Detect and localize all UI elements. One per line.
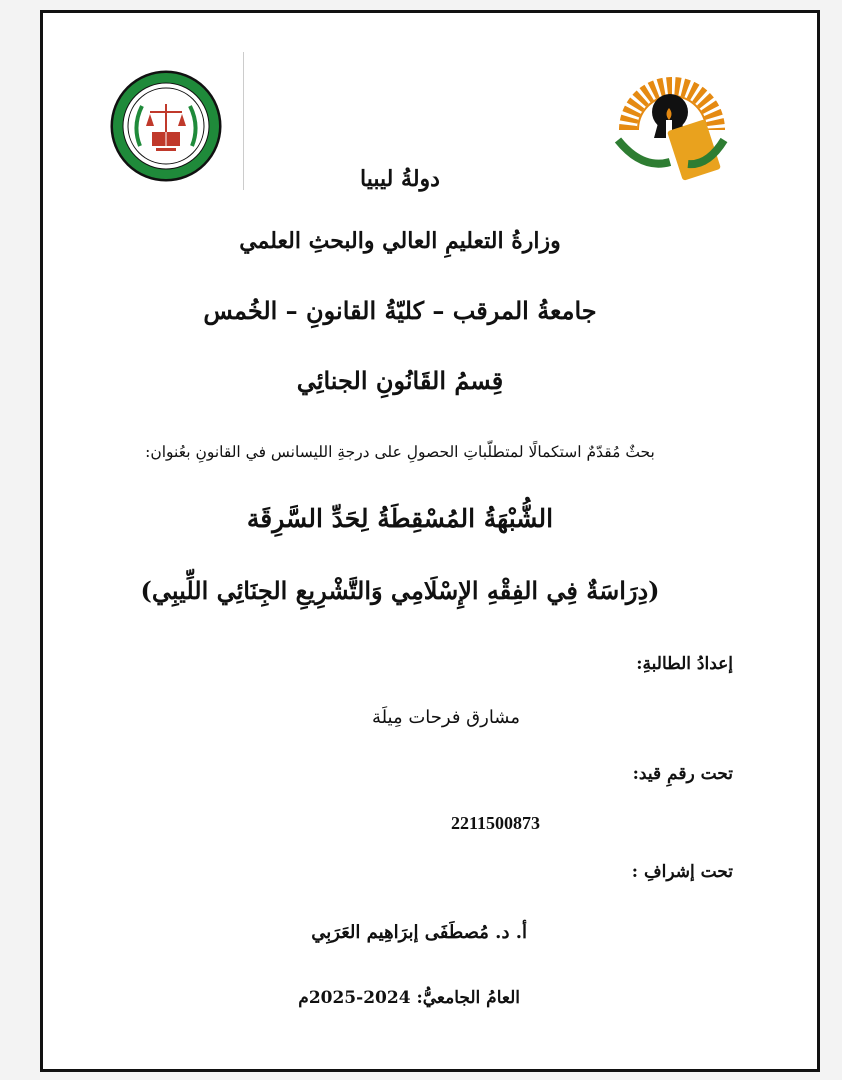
registration-label: تحت رقمِ قيد: (632, 764, 733, 784)
supervision-label: تحت إشرافِ : (631, 862, 733, 882)
research-intro-text: بحثٌ مُقدّمٌ استكمالًا لمتطلّباتِ الحصولِ على درجةِ الليسانس في القانونِ بعُنوان: (145, 443, 655, 461)
academic-year: العامُ الجامعيُّ: 2024-2025م (298, 988, 520, 1008)
registration-number: 2211500873 (450, 813, 540, 833)
university-faculty-name: جامعةُ المرقب – كليّةُ القانونِ – الخُمس (203, 296, 597, 325)
thesis-subtitle: (دِرَاسَةٌ فِي الفِقْهِ الإِسْلَامِي وَالتَّشْرِيعِ الجِنَائِي اللِّيبِي) (140, 576, 660, 605)
supervisor-name: أ. د. مُصطَفَى إبرَاهِيم العَرَبِي (311, 922, 527, 943)
ministry-name: وزارةُ التعليمِ العالي والبحثِ العلمي (239, 228, 561, 254)
country-name: دولةُ ليبيا (360, 166, 440, 192)
student-name: مشارق فرحات مِيلَة (371, 707, 520, 728)
student-label: إعدادُ الطالبةِ: (636, 654, 733, 674)
department-name: قِسمُ القَانُونِ الجنائِي (296, 366, 504, 395)
thesis-title: الشُّبْهَةُ المُسْقِطَةُ لِحَدِّ السَّرِقَة (246, 504, 554, 533)
